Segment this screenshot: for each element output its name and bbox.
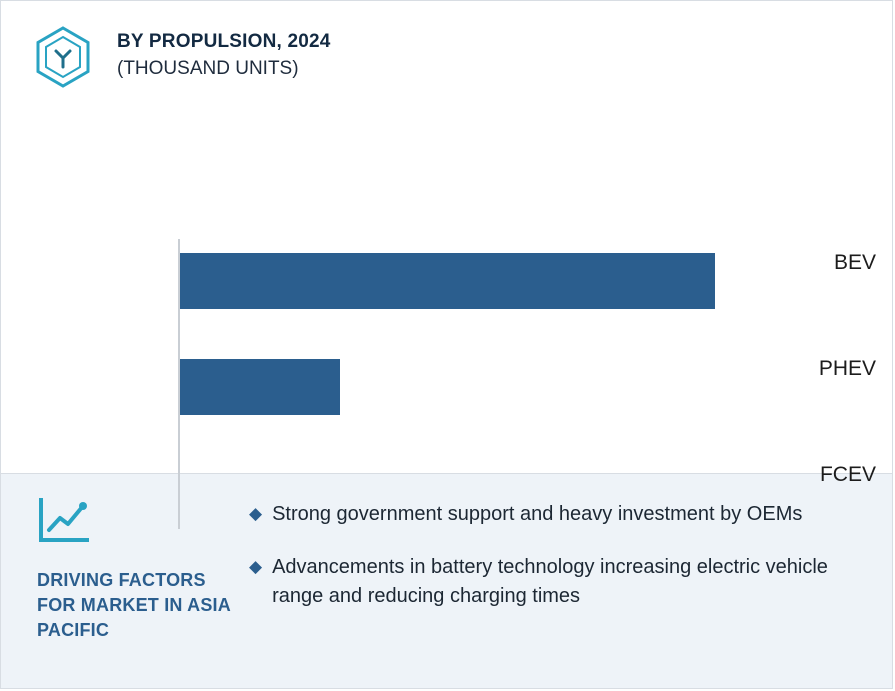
category-label-phev: PHEV	[818, 357, 876, 380]
bullet-text: Strong government support and heavy investment by OEMs	[272, 503, 803, 525]
bar-chart	[1, 121, 894, 486]
bar-phev	[180, 359, 340, 415]
bar-bev	[180, 253, 715, 309]
page-subtitle: (THOUSAND UNITS)	[117, 58, 299, 79]
chart-area	[1, 97, 892, 486]
chart-row-phev	[1, 357, 894, 417]
category-label-bev: BEV	[833, 251, 876, 274]
footer-bullets	[249, 496, 892, 688]
chart-row-fcev	[1, 463, 894, 523]
footer-left-block	[1, 496, 249, 688]
hexagon-y-icon	[33, 25, 93, 89]
category-label-fcev: FCEV	[819, 463, 876, 486]
bullet-text: Advancements in battery technology increasing electric vehicle range and reducing charging times	[272, 556, 828, 607]
footer-title: DRIVING FACTORS FOR MARKET IN ASIA PACIFIC	[37, 570, 231, 640]
chart-row-bev	[1, 251, 894, 311]
list-item	[249, 553, 872, 611]
diamond-bullet-icon: ◆	[249, 504, 263, 523]
page-title: BY PROPULSION, 2024	[117, 31, 331, 52]
header-text-block	[117, 29, 331, 82]
card-header	[1, 1, 892, 97]
diamond-bullet-icon: ◆	[249, 557, 263, 576]
